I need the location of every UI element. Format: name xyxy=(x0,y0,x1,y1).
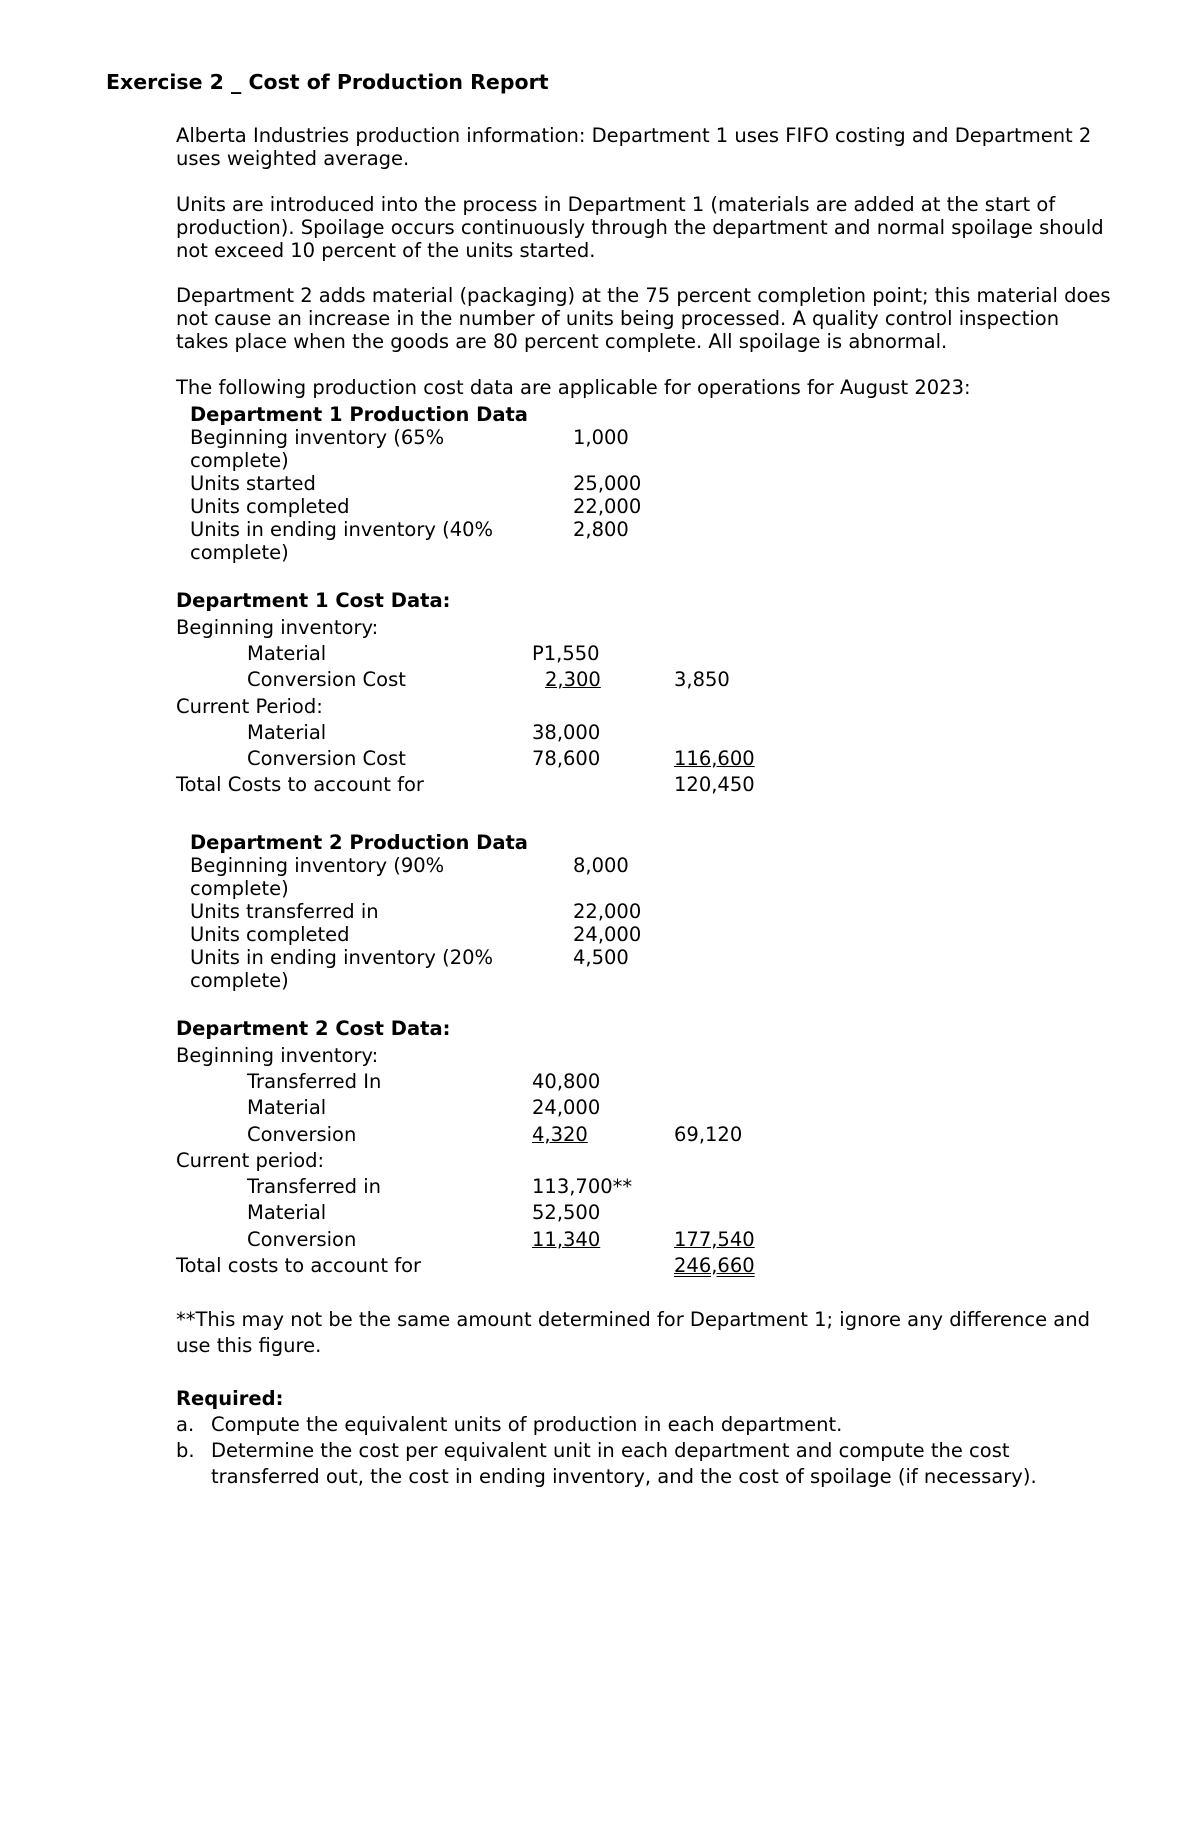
table-row xyxy=(0,1123,1200,1147)
required-section xyxy=(176,1386,1111,1490)
row-total: 3,850 xyxy=(674,668,730,691)
row-label: Total costs to account for xyxy=(176,1254,422,1277)
row-value: 22,000 xyxy=(573,495,642,518)
row-value: P1,550 xyxy=(532,642,600,665)
row-label: Material xyxy=(247,1096,327,1119)
row-label: Material xyxy=(247,642,327,665)
row-total: 116,600 xyxy=(674,747,755,770)
row-value: 4,320 xyxy=(532,1123,588,1146)
list-marker: b. xyxy=(176,1439,195,1462)
table-row xyxy=(0,1044,1200,1068)
list-marker: a. xyxy=(176,1413,195,1436)
table-row xyxy=(0,773,1200,797)
row-value: 11,340 xyxy=(532,1228,601,1251)
row-label: Total Costs to account for xyxy=(176,773,424,796)
row-label: Current Period: xyxy=(176,695,323,718)
row-value: 24,000 xyxy=(573,923,642,946)
table-row xyxy=(0,668,1200,692)
list-item-text: Determine the cost per equivalent unit in each department and compute the cost transferred out, the cost in ending inventory, and the cost of spoilage (if necessary). xyxy=(211,1439,1037,1488)
row-value: 113,700** xyxy=(532,1175,633,1198)
table-row xyxy=(0,1175,1200,1199)
row-label: Conversion xyxy=(247,1228,357,1251)
row-label: Units completed xyxy=(190,923,350,946)
dept1-cost-heading: Department 1 Cost Data: xyxy=(176,589,451,612)
required-heading: Required: xyxy=(176,1387,284,1410)
row-total: 69,120 xyxy=(674,1123,743,1146)
row-value: 52,500 xyxy=(532,1201,601,1224)
dept2-production-heading: Department 2 Production Data xyxy=(190,831,528,854)
table-row xyxy=(0,1149,1200,1173)
row-label: Transferred In xyxy=(247,1070,382,1093)
dept1-cost-heading-row xyxy=(0,589,1200,613)
row-label: Transferred in xyxy=(247,1175,382,1198)
list-item xyxy=(176,1438,1111,1490)
row-label: Conversion Cost xyxy=(247,668,406,691)
row-label: Current period: xyxy=(176,1149,325,1172)
intro-paragraph-4: The following production cost data are applicable for operations for August 2023: xyxy=(176,376,971,399)
row-value: 2,300 xyxy=(545,668,601,691)
table-row xyxy=(0,1228,1200,1252)
table-row xyxy=(0,747,1200,771)
table-row xyxy=(0,1096,1200,1120)
row-value: 22,000 xyxy=(573,900,642,923)
row-total: 177,540 xyxy=(674,1228,755,1251)
row-label: Beginning inventory (65% complete) xyxy=(190,426,445,472)
list-item xyxy=(176,1412,1111,1438)
row-total: 246,660 xyxy=(674,1254,755,1277)
row-value: 24,000 xyxy=(532,1096,601,1119)
table-row xyxy=(0,1201,1200,1225)
row-label: Beginning inventory: xyxy=(176,616,379,639)
row-value: 38,000 xyxy=(532,721,601,744)
table-row xyxy=(0,1254,1200,1278)
table-row xyxy=(0,642,1200,666)
row-value: 8,000 xyxy=(573,854,629,877)
row-value: 2,800 xyxy=(573,518,629,541)
row-value: 25,000 xyxy=(573,472,642,495)
row-label: Material xyxy=(247,1201,327,1224)
row-label: Units completed xyxy=(190,495,350,518)
intro-paragraph-1: Alberta Industries production information: Department 1 uses FIFO costing and Department 2 uses weighted average. xyxy=(176,124,1092,170)
row-total: 120,450 xyxy=(674,773,755,796)
table-row xyxy=(0,695,1200,719)
page-title: Exercise 2 _ Cost of Production Report xyxy=(106,70,549,94)
row-label: Beginning inventory (90% complete) xyxy=(190,854,445,900)
dept2-cost-heading-row xyxy=(0,1017,1200,1041)
row-label: Material xyxy=(247,721,327,744)
row-label: Conversion xyxy=(247,1123,357,1146)
table-row xyxy=(0,721,1200,745)
row-label: Units in ending inventory (40% complete) xyxy=(190,518,494,564)
list-item-text: Compute the equivalent units of production in each department. xyxy=(211,1413,843,1436)
row-value: 4,500 xyxy=(573,946,629,969)
row-value: 1,000 xyxy=(573,426,629,449)
row-value: 78,600 xyxy=(532,747,601,770)
dept1-production-heading: Department 1 Production Data xyxy=(190,403,528,426)
row-value: 40,800 xyxy=(532,1070,601,1093)
dept2-cost-heading: Department 2 Cost Data: xyxy=(176,1017,451,1040)
footnote: **This may not be the same amount determined for Department 1; ignore any difference and use this figure. xyxy=(176,1308,1090,1357)
row-label: Beginning inventory: xyxy=(176,1044,379,1067)
row-label: Conversion Cost xyxy=(247,747,406,770)
table-row xyxy=(0,616,1200,640)
intro-paragraph-3: Department 2 adds material (packaging) at the 75 percent completion point; this material does not cause an increase in the number of units being processed. A quality control inspection takes place when the goods are 80 percent complete. All spoilage is abnormal. xyxy=(176,284,1111,353)
row-label: Units transferred in xyxy=(190,900,379,923)
row-label: Units started xyxy=(190,472,316,495)
table-row xyxy=(0,1070,1200,1094)
row-label: Units in ending inventory (20% complete) xyxy=(190,946,494,992)
intro-paragraph-2: Units are introduced into the process in Department 1 (materials are added at the start of production). Spoilage occurs continuously through the department and normal spoilage should not exceed 10 percent of the units started. xyxy=(176,193,1104,262)
